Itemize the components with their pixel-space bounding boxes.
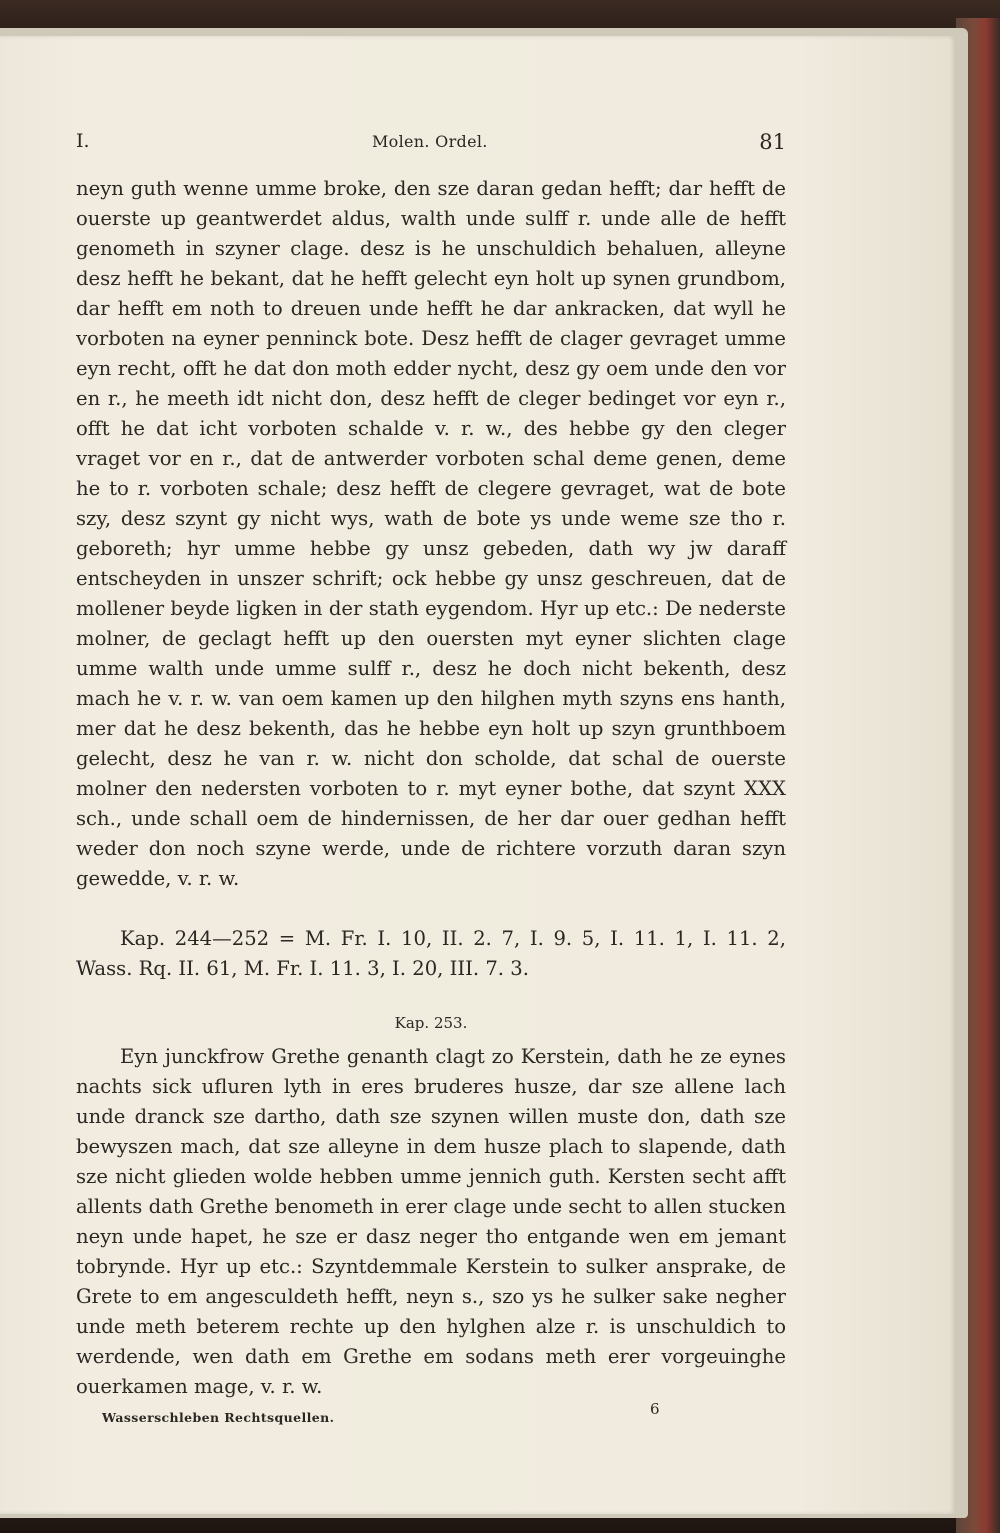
- running-header: [76, 128, 786, 160]
- paragraph-2: Eyn junckfrow Grethe genanth clagt zo Kerstein, dath he ze eynes nachts sick ufluren lyth in eres bruderes husze, dar sze allene lach unde dranck sze dartho, dath sze szynen willen muste don, dath sze bewyszen mach, dat sze alleyne in dem husze plach to slapende, dath sze nicht glieden wolde hebben umme jennich guth. Kersten secht afft allents dath Grethe benometh in erer clage unde secht to allen stucken neyn unde hapet, he sze er dasz neger tho entgande wen em jemant tobrynde. Hyr up etc.: Szyntdemmale Kerstein to sulker ansprake, de Grete to em angesculdeth hefft, neyn s., szo ys he sulker sake negher unde meth beterem rechte up den hylghen alze r. is unschuldich to werdende, wen dath em Grethe em sodans meth erer vorgeuinghe ouerkamen mage, v. r. w.: [76, 1045, 786, 1398]
- section-number: I.: [76, 130, 90, 152]
- body-text-bottom: [76, 1042, 786, 1402]
- footer-signature-line: Wasserschleben Rechtsquellen.: [102, 1410, 335, 1425]
- body-text-top: [76, 174, 786, 894]
- chapter-reference: Kap. 244—252 = M. Fr. I. 10, II. 2. 7, I. 9. 5, I. 11. 1, I. 11. 2, Wass. Rq. II. 61, M. Fr. I. 11. 3, I. 20, III. 7. 3.: [76, 927, 786, 980]
- sheet-signature: 6: [650, 1400, 660, 1418]
- chapter-heading: Kap. 253.: [394, 1014, 468, 1032]
- paragraph-1: neyn guth wenne umme broke, den sze daran gedan hefft; dar hefft de ouerste up geantwerdet aldus, walth unde sulff r. unde alle de hefft genometh in szyner clage. desz is he unschuldich behaluen, alleyne desz hefft he bekant, dat he hefft gelecht eyn holt up synen grundbom, dar hefft em noth to dreuen unde hefft he dar ankracken, dat wyll he vorboten na eyner penninck bote. Desz hefft de clager gevraget umme eyn recht, offt he dat don moth edder nycht, desz gy oem unde den vor en r., he meeth idt nicht don, desz hefft de cleger bedinget vor eyn r., offt he dat icht vorboten schalde v. r. w., des hebbe gy den cleger vraget vor en r., dat de antwerder vorboten schal deme genen, deme he to r. vorboten schale; desz hefft de clegere gevraget, wat de bote szy, desz szynt gy nicht wys, wath de bote ys unde weme sze tho r. geboreth; hyr umme hebbe gy unsz gebeden, dath wy jw daraff entscheyden in unszer schrift; ock hebbe gy unsz geschreuen, dat de mollener beyde ligken in der stath eygendom. Hyr up etc.: De nederste molner, de geclagt hefft up den ouersten myt eyner slichten clage umme walth unde umme sulff r., desz he doch nicht bekenth, desz mach he v. r. w. van oem kamen up den hilghen myth szyns ens hanth, mer dat he desz bekenth, das he hebbe eyn holt up szyn grunthboem gelecht, desz he van r. w. nicht don scholde, dat schal de ouerste molner den nedersten vorboten to r. myt eyner bothe, dat szynt XXX sch., unde schall oem de hindernissen, de her dar ouer gedhan hefft weder don noch szyne werde, unde de richtere vorzuth daran szyn gewedde, v. r. w.: [76, 177, 786, 890]
- running-title: Molen. Ordel.: [372, 132, 488, 151]
- page-number: 81: [759, 130, 786, 154]
